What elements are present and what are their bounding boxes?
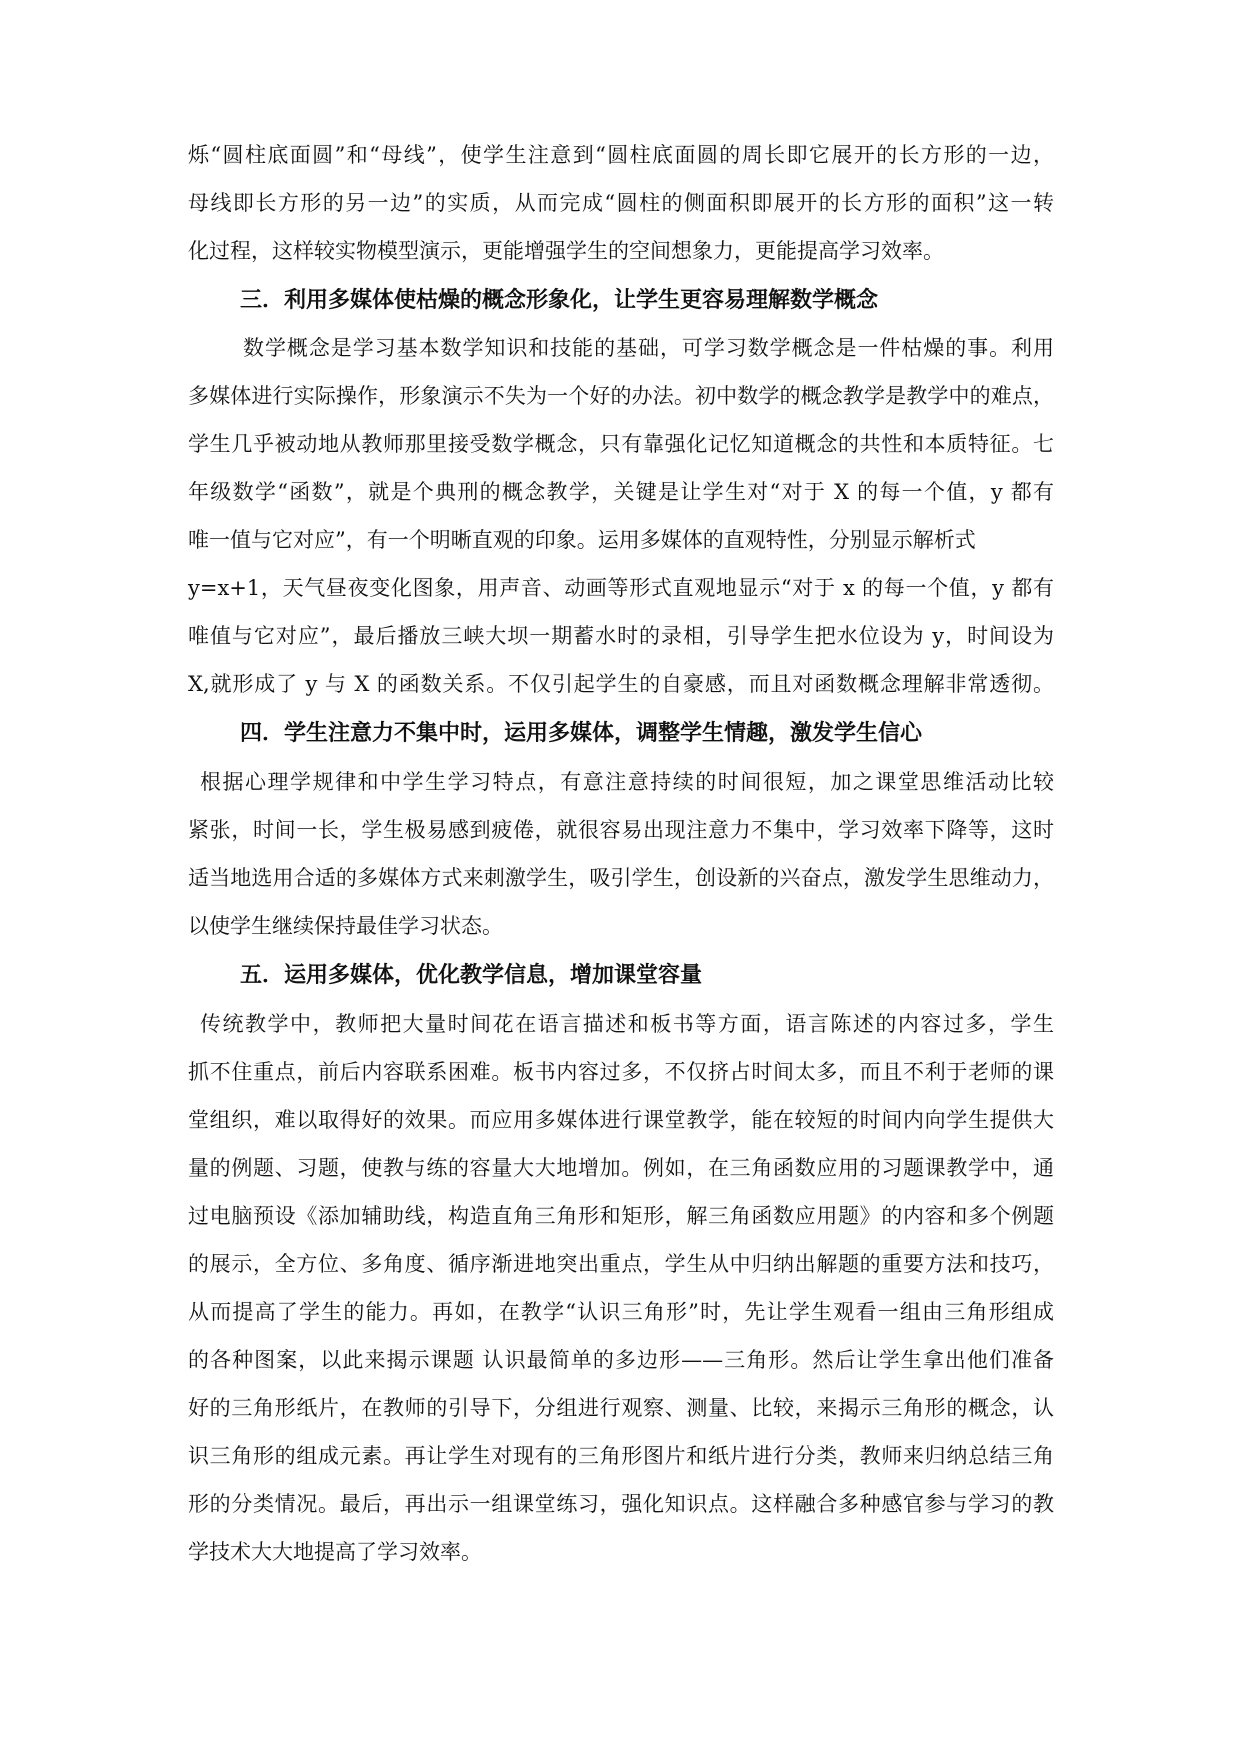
text-line: 烁“圆柱底面圆”和“母线”，使学生注意到“圆柱底面圆的周长即它展开的长方形的一边， <box>188 143 1054 167</box>
text-line: 学生几乎被动地从教师那里接受数学概念，只有靠强化记忆知道概念的共性和本质特征。七 <box>188 432 1054 456</box>
text-line: 数学概念是学习基本数学知识和技能的基础，可学习数学概念是一件枯燥的事。利用 <box>243 336 1054 360</box>
text-line: 从而提高了学生的能力。再如，在教学“认识三角形”时，先让学生观看一组由三角形组成 <box>188 1300 1054 1324</box>
section-heading-4: 四．学生注意力不集中时，运用多媒体，调整学生情趣，激发学生信心 <box>240 721 923 746</box>
text-line: 的展示，全方位、多角度、循序渐进地突出重点，学生从中归纳出解题的重要方法和技巧， <box>188 1252 1054 1276</box>
text-line: 传统教学中，教师把大量时间花在语言描述和板书等方面，语言陈述的内容过多，学生 <box>200 1012 1054 1036</box>
text-line: 唯值与它对应”，最后播放三峡大坝一期蓄水时的录相，引导学生把水位设为 y，时间设为 <box>188 624 1054 648</box>
section-heading-3: 三．利用多媒体使枯燥的概念形象化，让学生更容易理解数学概念 <box>240 288 879 313</box>
text-line: 适当地选用合适的多媒体方式来刺激学生，吸引学生，创设新的兴奋点，激发学生思维动力， <box>188 866 1054 890</box>
text-line: 的各种图案，以此来揭示课题 认识最简单的多边形——三角形。然后让学生拿出他们准备 <box>188 1348 1054 1372</box>
text-line: 唯一值与它对应”，有一个明晰直观的印象。运用多媒体的直观特性，分别显示解析式 <box>188 528 976 552</box>
text-line: 根据心理学规律和中学生学习特点，有意注意持续的时间很短，加之课堂思维活动比较 <box>200 770 1054 794</box>
text-line: 过电脑预设《添加辅助线，构造直角三角形和矩形，解三角函数应用题》的内容和多个例题 <box>188 1204 1054 1228</box>
text-line: 量的例题、习题，使教与练的容量大大地增加。例如，在三角函数应用的习题课教学中，通 <box>188 1156 1054 1180</box>
text-line: 多媒体进行实际操作，形象演示不失为一个好的办法。初中数学的概念教学是教学中的难点， <box>188 384 1054 408</box>
text-line: y=x+1，天气昼夜变化图象，用声音、动画等形式直观地显示“对于 x 的每一个值，y 都有 <box>188 576 1054 600</box>
text-line: 形的分类情况。最后，再出示一组课堂练习，强化知识点。这样融合多种感官参与学习的教 <box>188 1492 1054 1516</box>
text-line: 化过程，这样较实物模型演示，更能增强学生的空间想象力，更能提高学习效率。 <box>188 239 944 263</box>
text-line: 堂组织，难以取得好的效果。而应用多媒体进行课堂教学，能在较短的时间内向学生提供大 <box>188 1108 1054 1132</box>
text-line: 识三角形的组成元素。再让学生对现有的三角形图片和纸片进行分类，教师来归纳总结三角 <box>188 1444 1054 1468</box>
text-line: 紧张，时间一长，学生极易感到疲倦，就很容易出现注意力不集中，学习效率下降等，这时 <box>188 818 1054 842</box>
text-line: 年级数学“函数”，就是个典刑的概念教学，关键是让学生对“对于 X 的每一个值，y 都有 <box>188 480 1054 504</box>
section-heading-5: 五．运用多媒体，优化教学信息，增加课堂容量 <box>240 963 703 988</box>
text-line: 学技术大大地提高了学习效率。 <box>188 1540 482 1564</box>
text-line: 好的三角形纸片，在教师的引导下，分组进行观察、测量、比较，来揭示三角形的概念，认 <box>188 1396 1054 1420</box>
text-line: 以使学生继续保持最佳学习状态。 <box>188 914 503 938</box>
text-line: X,就形成了 y 与 X 的函数关系。不仅引起学生的自豪感，而且对函数概念理解非常透彻。 <box>188 672 1054 696</box>
text-line: 母线即长方形的另一边”的实质，从而完成“圆柱的侧面积即展开的长方形的面积”这一转 <box>188 191 1054 215</box>
text-line: 抓不住重点，前后内容联系困难。板书内容过多，不仅挤占时间太多，而且不利于老师的课 <box>188 1060 1054 1084</box>
